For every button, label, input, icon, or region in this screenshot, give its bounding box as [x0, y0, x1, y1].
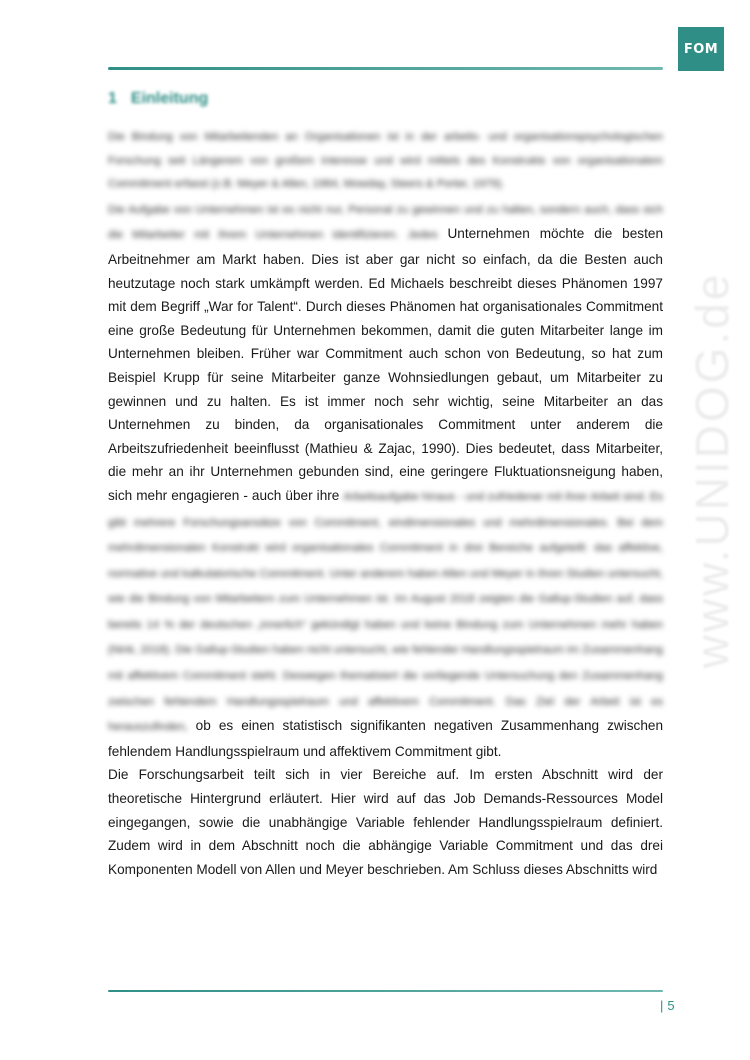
paragraph-3: Die Forschungsarbeit teilt sich in vier Bereiche auf. Im ersten Abschnitt wird der theoretische Hintergrund erläutert. Hier wird auf das Job Demands-Ressources Model eingegangen, sowie die unabhängige Variable fehlender Handlungsspielraum definiert. Zudem wird in dem Abschnitt noch die abhängige Variable Commitment und das drei Komponenten Modell von Allen und Meyer beschrieben. Am Schluss dieses Abschnitts wird: [108, 767, 663, 877]
page-number: [660, 998, 675, 1013]
paragraph-2-clear-end: ob es einen statistisch signifikanten negativen Zusammenhang zwischen fehlendem Handlungsspielraum und affektivem Commitment gibt.: [108, 718, 664, 759]
watermark-text: www.UNIDOG.de: [686, 271, 738, 669]
section-number: 1: [108, 90, 117, 107]
watermark: [686, 271, 738, 669]
paragraph-2-blurred-start: Die Aufgabe von Unternehmen ist es nicht nur, Personal zu gewinnen und zu halten, sondern auch, dass sich die Mitarbeiter mit ihrem Unternehmen identifizieren. Jedes: [108, 203, 663, 242]
footer-rule: [108, 990, 663, 992]
paragraph-2-clear: Unternehmen möchte die besten Arbeitnehmer am Markt haben. Dies ist aber gar nicht so einfach, da die Besten auch heutzutage noch stark umkämpft werden. Ed Michaels beschreibt dieses Phänomen 1997 mit dem Begriff „War for Talent“. Durch dieses Phänomen hat organisationales Commitment eine große Bedeutung für Unternehmen bekommen, damit die guten Mitarbeiter lange im Unternehmen bleiben. Früher war Commitment auch schon von Bedeutung, so hat zum Beispiel Krupp für seine Mitarbeiter ganze Wohnsiedlungen gebaut, um Mitarbeiter zu gewinnen und zu halten. Es ist immer noch sehr wichtig, seine Mitarbeiter an das Unternehmen zu binden, da organisationales Commitment unter anderem die Arbeitszufriedenheit beeinflusst (Mathieu & Zajac, 1990). Dies bedeutet, dass Mitarbeiter, die mehr an ihr Unternehmen gebunden sind, eine geringere Fluktuationsneigung haben, sich mehr engagieren - auch über ihre: [108, 226, 663, 503]
page-number-value: 5: [667, 998, 675, 1013]
body-text: [108, 126, 663, 881]
page-number-divider: |: [660, 998, 664, 1013]
section-heading: [108, 90, 208, 108]
paragraph-2: [108, 197, 663, 764]
paragraph-1: Die Bindung von Mitarbeitenden an Organisationen ist in der arbeits- und organisationspsychologischen Forschung seit Längerem von großem Interesse und wird mittels des Konstrukts von organisationalem Commitment erfasst (z.B. Meyer & Allen, 1984, Mowday, Steers & Porter, 1979).: [108, 131, 663, 191]
paragraph-2-blurred-middle: Arbeitsaufgabe hinaus - und zufriedener mit ihrer Arbeit sind. Es gibt mehrere Forschungsansätze von Commitment, eindimensionales und mehrdimensionales. Bei dem mehrdimensionalen Konstrukt wird organisationales Commitment in drei Bereiche aufgeteilt: das affektive, normative und kalkulatorische Commitment. Unter anderem haben Allen und Meyer in ihren Studien untersucht, wie die Bindung von Mitarbeitern zum Unternehmen ist. Im August 2018 zeigten die Gallup-Studien auf, dass bereits 14 % der deutschen „innerlich“ gekündigt haben und keine Bindung zum Unternehmen mehr haben (Nink, 2018). Die Gallup-Studien haben nicht untersucht, wie fehlender Handlungsspielraum im Zusammenhang mit affektivem Commitment steht. Deswegen thematisiert die vorliegende Untersuchung den Zusammenhang zwischen fehlendem Handlungsspielraum und affektivem Commitment. Das Ziel der Arbeit ist es herauszufinden,: [108, 490, 663, 734]
fom-logo: FOM: [678, 27, 724, 71]
section-title: Einleitung: [130, 90, 209, 107]
header-rule: [108, 67, 663, 70]
